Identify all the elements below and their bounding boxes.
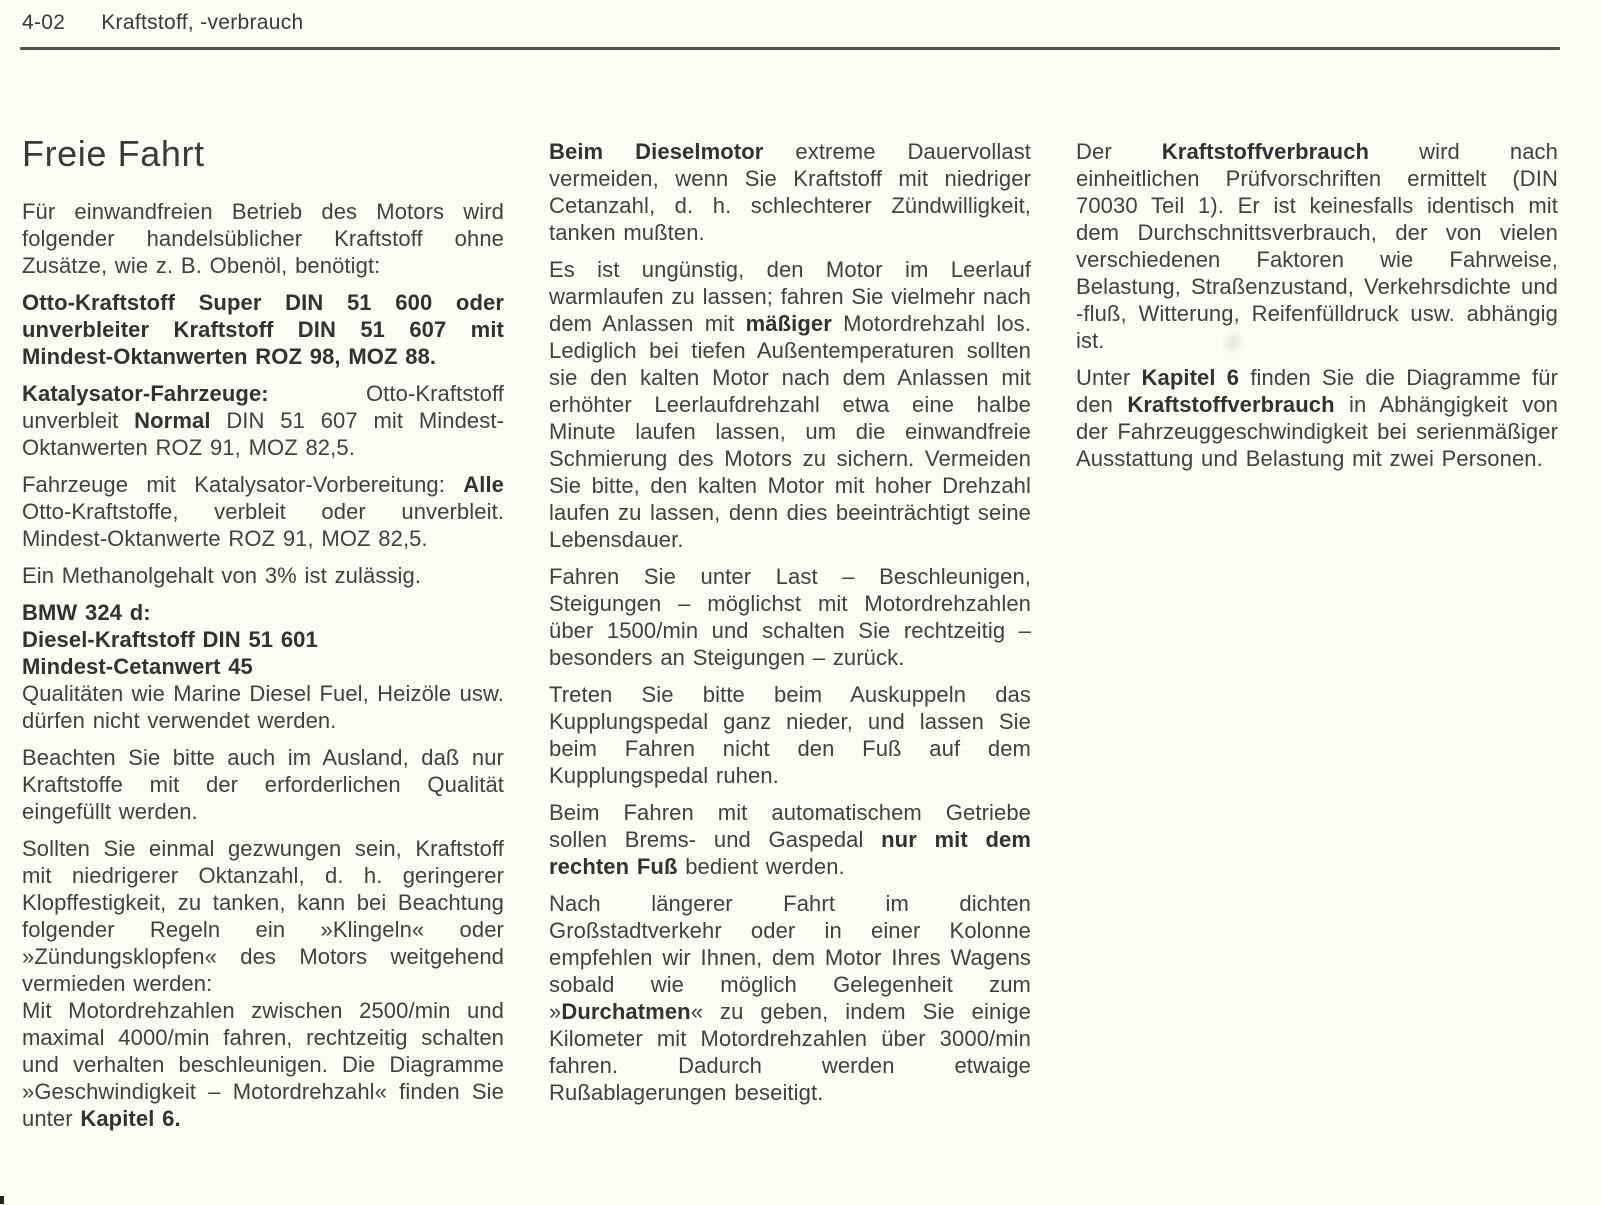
column-middle-paragraphs — [549, 138, 1031, 1106]
text-run-bold: Otto-Kraftstoff Super DIN 51 600 oder unverbleiter Kraftstoff DIN 51 607 mit Mindest-Oktanwerten ROZ 98, MOZ 88. — [22, 290, 504, 369]
paragraph — [1076, 364, 1558, 472]
text-run-bold: Alle — [463, 472, 504, 497]
text-run: Beachten Sie bitte auch im Ausland, daß nur Kraftstoffe mit der erforderlichen Qualität eingefüllt werden. — [22, 745, 504, 824]
text-run: Fahrzeuge mit Katalysator-Vorbereitung: — [22, 472, 464, 497]
text-run-bold: Beim Dieselmotor — [549, 139, 764, 164]
text-run: Es ist ungünstig, den Motor im Leerlauf warmlaufen zu lassen; fahren Sie vielmehr nach dem Anlassen mit — [549, 257, 1031, 336]
section-heading: Freie Fahrt — [22, 133, 205, 174]
paragraph — [549, 563, 1031, 671]
text-run: in Abhängigkeit von der Fahrzeuggeschwindigkeit bei serienmäßiger Ausstattung und Belastung mit zwei Personen. — [1076, 392, 1558, 471]
text-run: Mit Motordrehzahlen zwischen 2500/min und maximal 4000/min fahren, rechtzeitig schalten und verhalten beschleunigen. Die Diagramme »Geschwindigkeit – Motordrehzahl« finden Sie unter — [22, 998, 504, 1131]
paragraph — [549, 799, 1031, 880]
text-run-bold: nur mit dem rechten Fuß — [549, 827, 1032, 879]
paragraph — [549, 890, 1031, 1106]
text-run: wird nach einheitlichen Prüfvorschriften ermittelt (DIN 70030 Teil 1). Er ist keinesfalls identisch mit dem Durchschnittsverbrauch, der von vielen verschiedenen Faktoren wie Fahrweise, Belastung, Straßenzustand, Verkehrsdichte und -fluß, Witterung, Reifenfülldruck usw. abhängig ist. — [1076, 139, 1558, 353]
column-middle — [549, 138, 1031, 1142]
paragraph — [22, 471, 504, 552]
paragraph — [549, 256, 1031, 553]
text-run: Motordrehzahl los. Lediglich bei tiefen Außentemperaturen sollten sie den kalten Motor nach dem Anlassen mit erhöhter Leerlaufdrehzahl etwa eine halbe Minute laufen lassen, um die einwandfreie Schmierung des Motors zu sichern. Vermeiden Sie bitte, den kalten Motor mit hoher Drehzahl laufen zu lassen, denn dies beeinträchtigt seine Lebensdauer. — [549, 311, 1031, 552]
text-run: « zu geben, indem Sie einige Kilometer mit Motordrehzahlen über 3000/min fahren. Dadurch werden etwaige Rußablagerungen beseitigt. — [549, 999, 1031, 1105]
text-run: Sollten Sie einmal gezwungen sein, Kraftstoff mit niedrigerer Oktanzahl, d. h. geringerer Klopffestigkeit, zu tanken, kann bei Beachtung folgender Regeln ein »Klingeln« oder »Zündungsklopfen« des Motors weitgehend vermieden werden: — [22, 836, 504, 996]
text-run: finden Sie die Diagramme für den — [1076, 365, 1558, 417]
text-run-bold: Diesel-Kraftstoff DIN 51 601 — [22, 627, 318, 652]
scan-edge-artifact — [0, 1196, 4, 1204]
paragraph — [549, 138, 1031, 246]
text-run: bedient werden. — [677, 854, 845, 879]
header-title: Kraftstoff, -verbrauch — [101, 11, 304, 34]
paragraph — [22, 380, 504, 461]
text-run: Otto-Kraftstoff unverbleit — [22, 381, 504, 433]
text-run-bold: Durchatmen — [561, 999, 691, 1024]
text-run: Otto-Kraftstoffe, verbleit oder unverbleit. Mindest-Oktanwerte ROZ 91, MOZ 82,5. — [22, 499, 504, 551]
page-number: 4-02 — [22, 11, 66, 34]
paragraph — [22, 289, 504, 370]
paragraph — [22, 835, 504, 1132]
text-run: Nach längerer Fahrt im dichten Großstadtverkehr oder in einer Kolonne empfehlen wir Ihnen, dem Motor Ihres Wagens sobald wie möglich Gelegenheit zum » — [549, 891, 1031, 1024]
text-run: Beim Fahren mit automatischem Getriebe sollen Brems- und Gaspedal — [549, 800, 1031, 852]
text-run: extreme Dauervollast vermeiden, wenn Sie Kraftstoff mit niedriger Cetanzahl, d. h. schlechterer Zündwilligkeit, tanken mußten. — [549, 139, 1032, 245]
text-run: Treten Sie bitte beim Auskuppeln das Kupplungspedal ganz nieder, und lassen Sie beim Fahren nicht den Fuß auf dem Kupplungspedal ruhen. — [549, 682, 1031, 788]
text-run-bold: Kapitel 6. — [80, 1106, 181, 1131]
text-run-bold: Katalysator-Fahrzeuge: — [22, 381, 269, 406]
text-run-bold: Kapitel 6 — [1141, 365, 1240, 390]
paragraph — [22, 562, 504, 589]
paragraph — [549, 681, 1031, 789]
text-run-bold: Kraftstoffverbrauch — [1161, 139, 1370, 164]
column-left-paragraphs — [22, 198, 504, 1132]
paragraph — [22, 744, 504, 825]
text-run: Qualitäten wie Marine Diesel Fuel, Heizöle usw. dürfen nicht verwendet werden. — [22, 681, 504, 733]
text-run: Fahren Sie unter Last – Beschleunigen, Steigungen – möglichst mit Motordrehzahlen über 1500/min und schalten Sie rechtzeitig – besonders an Steigungen – zurück. — [549, 564, 1031, 670]
text-run-bold: mäßiger — [745, 311, 832, 336]
text-run: Unter — [1076, 365, 1142, 390]
text-run: Der — [1076, 139, 1162, 164]
column-right-paragraphs — [1076, 138, 1558, 472]
text-run-bold: BMW 324 d: — [22, 600, 151, 625]
paragraph — [22, 198, 504, 279]
text-run-bold: Mindest-Cetanwert 45 — [22, 654, 253, 679]
text-run-bold: Normal — [134, 408, 211, 433]
page-header — [22, 11, 304, 35]
content-columns — [22, 133, 1558, 1142]
header-rule — [20, 47, 1560, 50]
column-left — [22, 133, 504, 1142]
text-run: DIN 51 607 mit Mindest-Oktanwerten ROZ 91, MOZ 82,5. — [22, 408, 504, 460]
column-right — [1076, 138, 1558, 1142]
paragraph — [1076, 138, 1558, 354]
paragraph — [22, 599, 504, 734]
text-run: Ein Methanolgehalt von 3% ist zulässig. — [22, 563, 422, 588]
text-run-bold: Kraftstoffverbrauch — [1127, 392, 1335, 417]
text-run: Für einwandfreien Betrieb des Motors wird folgender handelsüblicher Kraftstoff ohne Zusätze, wie z. B. Obenöl, benötigt: — [22, 199, 504, 278]
